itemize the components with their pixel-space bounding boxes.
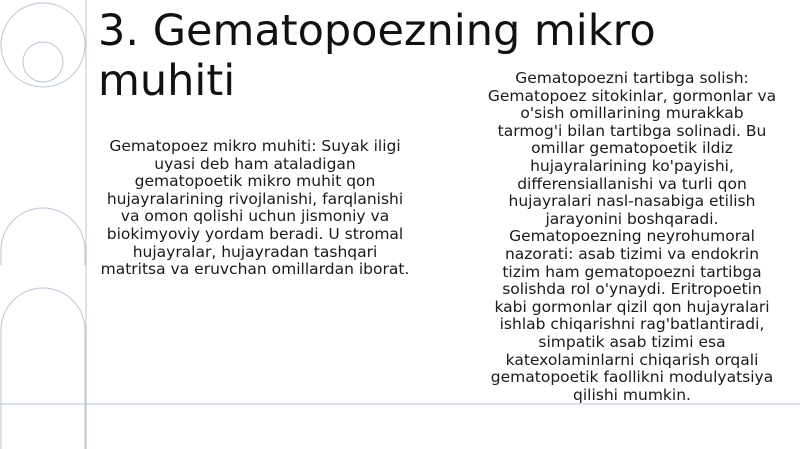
decorative-arch-lower (1, 288, 85, 449)
decorative-circle-small (23, 42, 63, 82)
left-column-text: Gematopoez mikro muhiti: Suyak iligi uyasi deb ham ataladigan gematopoetik mikro muhit qon hujayralarining rivojlanishi, farqlanishi va omon qolishi uchun jismoniy va biokimyoviy yordam beradi. U stromal hujayralar, hujayradan tashqari matritsa va eruvchan omillardan iborat. (100, 137, 410, 279)
slide-title: 3. Gematopoezning mikro muhiti (98, 6, 656, 106)
right-column-text: Gematopoezni tartibga solish: Gematopoez sitokinlar, gormonlar va o'sish omillarining murakkab tarmog'i bilan tartibga solinadi. Bu omillar gematopoetik ildiz hujayralarining ko'payishi, differensiallanishi va turli qon hujayralari nasl-nasabiga etilish jarayonini boshqaradi. Gematopoezning neyrohumoral nazorati: asab tizimi va endokrin tizim ham gematopoezni tartibga solishda rol o'ynaydi. Eritropoetin kabi gormonlar qizil qon hujayralari ishlab chiqarishni rag'batlantiradi, simpatik asab tizimi esa katexolaminlarni chiqarish orqali gematopoetik faollikni modulyatsiya qilishi mumkin. (487, 69, 777, 404)
decorative-arch-upper (1, 208, 85, 265)
decorative-circle-large (1, 3, 85, 87)
